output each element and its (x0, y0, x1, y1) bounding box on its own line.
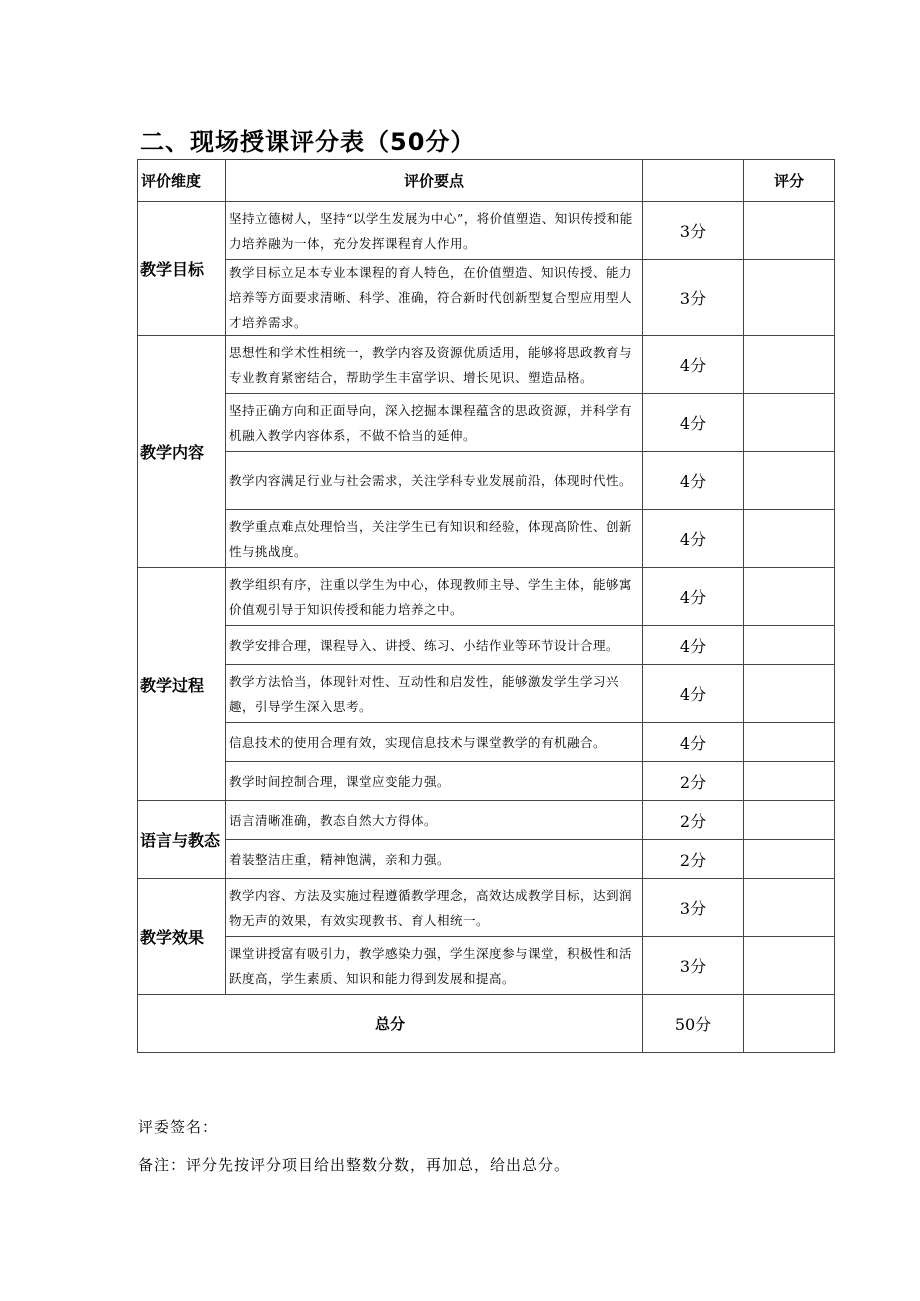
header-criteria: 评价要点 (226, 160, 643, 202)
criteria-cell: 信息技术的使用合理有效，实现信息技术与课堂教学的有机融合。 (226, 723, 643, 762)
dimension-cell (138, 879, 226, 995)
table-row (138, 723, 835, 762)
header-row (138, 160, 835, 202)
total-score-input-cell[interactable] (744, 995, 835, 1053)
criteria-cell: 教学安排合理，课程导入、讲授、练习、小结作业等环节设计合理。 (226, 626, 643, 665)
table-row (138, 452, 835, 510)
table-row (138, 937, 835, 995)
page-title: 二、现场授课评分表（50分） (140, 128, 476, 156)
dimension-label: 教学目标 (140, 260, 205, 279)
points-cell: 2分 (643, 840, 744, 879)
total-label: 总分 (138, 995, 643, 1053)
total-row (138, 995, 835, 1053)
score-input-cell[interactable] (744, 260, 835, 336)
criteria-cell: 教学内容、方法及实施过程遵循教学理念，高效达成教学目标，达到润物无声的效果，有效实现教书、育人相统一。 (226, 879, 643, 937)
points-cell: 4分 (643, 665, 744, 723)
score-input-cell[interactable] (744, 336, 835, 394)
criteria-cell: 教学时间控制合理，课堂应变能力强。 (226, 762, 643, 801)
points-cell: 4分 (643, 510, 744, 568)
criteria-cell: 坚持立德树人，坚持“以学生发展为中心”，将价值塑造、知识传授和能力培养融为一体，充分发挥课程育人作用。 (226, 202, 643, 260)
table-row (138, 801, 835, 840)
points-cell: 4分 (643, 394, 744, 452)
points-cell: 4分 (643, 452, 744, 510)
table-row (138, 879, 835, 937)
score-input-cell[interactable] (744, 510, 835, 568)
scoring-table (137, 159, 835, 1053)
table-row (138, 840, 835, 879)
table-row (138, 202, 835, 260)
header-score: 评分 (744, 160, 835, 202)
signature-label: 评委签名： (138, 1118, 219, 1136)
table-row (138, 665, 835, 723)
criteria-cell: 教学内容满足行业与社会需求，关注学科专业发展前沿，体现时代性。 (226, 452, 643, 510)
dimension-cell (138, 336, 226, 568)
score-input-cell[interactable] (744, 665, 835, 723)
criteria-cell: 思想性和学术性相统一，教学内容及资源优质适用，能够将思政教育与专业教育紧密结合，帮助学生丰富学识、增长见识、塑造品格。 (226, 336, 643, 394)
dimension-label: 教学效果 (140, 928, 205, 947)
points-cell: 2分 (643, 801, 744, 840)
score-input-cell[interactable] (744, 840, 835, 879)
header-points (643, 160, 744, 202)
dimension-label: 语言与教态 (140, 831, 221, 850)
table-row (138, 762, 835, 801)
criteria-cell: 着装整洁庄重，精神饱满，亲和力强。 (226, 840, 643, 879)
criteria-cell: 语言清晰准确，教态自然大方得体。 (226, 801, 643, 840)
criteria-cell: 教学组织有序，注重以学生为中心，体现教师主导、学生主体，能够寓价值观引导于知识传授和能力培养之中。 (226, 568, 643, 626)
score-input-cell[interactable] (744, 801, 835, 840)
score-input-cell[interactable] (744, 394, 835, 452)
score-input-cell[interactable] (744, 937, 835, 995)
criteria-cell: 课堂讲授富有吸引力，教学感染力强，学生深度参与课堂，积极性和活跃度高，学生素质、知识和能力得到发展和提高。 (226, 937, 643, 995)
dimension-cell (138, 202, 226, 336)
criteria-cell: 教学重点难点处理恰当，关注学生已有知识和经验，体现高阶性、创新性与挑战度。 (226, 510, 643, 568)
table-row (138, 394, 835, 452)
dimension-cell (138, 801, 226, 879)
score-input-cell[interactable] (744, 723, 835, 762)
score-input-cell[interactable] (744, 879, 835, 937)
score-input-cell[interactable] (744, 452, 835, 510)
score-input-cell[interactable] (744, 626, 835, 665)
points-cell: 3分 (643, 937, 744, 995)
criteria-cell: 教学方法恰当，体现针对性、互动性和启发性，能够激发学生学习兴趣，引导学生深入思考。 (226, 665, 643, 723)
points-cell: 4分 (643, 336, 744, 394)
criteria-cell: 坚持正确方向和正面导向，深入挖掘本课程蕴含的思政资源，并科学有机融入教学内容体系，不做不恰当的延伸。 (226, 394, 643, 452)
table-row (138, 336, 835, 394)
criteria-cell: 教学目标立足本专业本课程的育人特色，在价值塑造、知识传授、能力培养等方面要求清晰、科学、准确，符合新时代创新型复合型应用型人才培养需求。 (226, 260, 643, 336)
points-cell: 2分 (643, 762, 744, 801)
points-cell: 3分 (643, 260, 744, 336)
points-cell: 3分 (643, 202, 744, 260)
score-input-cell[interactable] (744, 762, 835, 801)
dimension-cell (138, 568, 226, 801)
score-input-cell[interactable] (744, 568, 835, 626)
dimension-label: 教学内容 (140, 443, 205, 462)
dimension-label: 教学过程 (140, 675, 205, 695)
table-row (138, 568, 835, 626)
total-points: 50分 (643, 995, 744, 1053)
note-text: 备注：评分先按评分项目给出整数分数，再加总，给出总分。 (138, 1156, 571, 1174)
table-row (138, 510, 835, 568)
header-dimension: 评价维度 (138, 160, 226, 202)
table-row (138, 260, 835, 336)
table-row (138, 626, 835, 665)
points-cell: 4分 (643, 568, 744, 626)
points-cell: 4分 (643, 626, 744, 665)
score-input-cell[interactable] (744, 202, 835, 260)
points-cell: 4分 (643, 723, 744, 762)
points-cell: 3分 (643, 879, 744, 937)
